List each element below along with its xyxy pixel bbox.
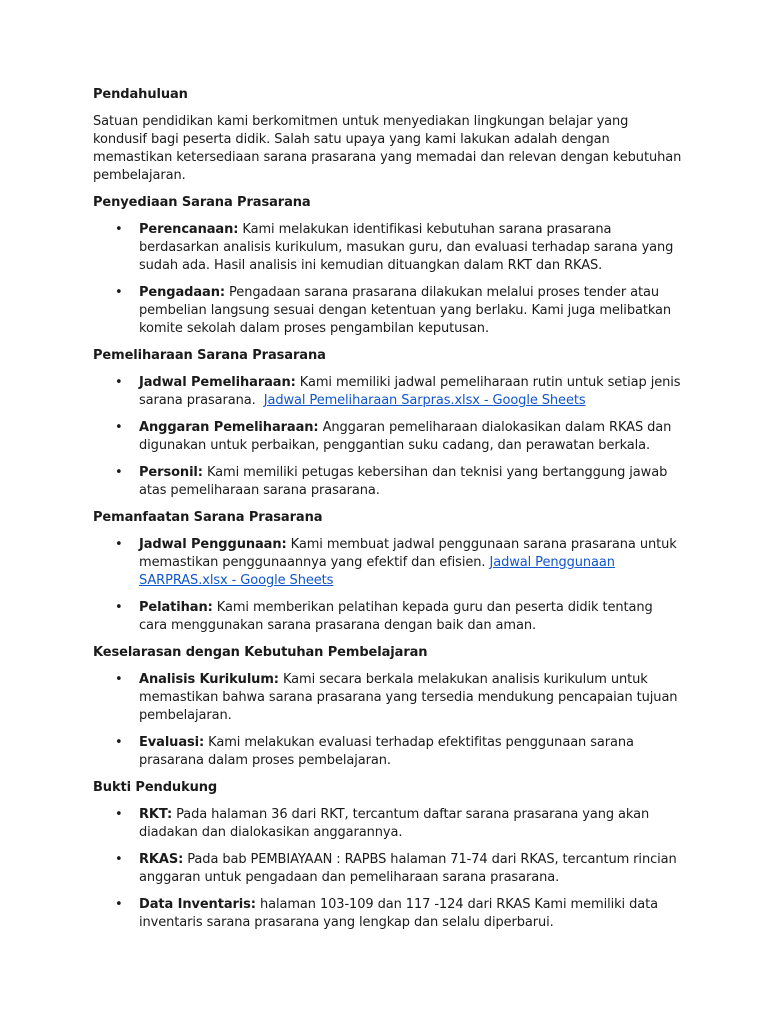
item-text: Kami melakukan evaluasi terhadap efektifitas penggunaan sarana prasarana dalam proses pembelajaran.	[139, 735, 634, 768]
heading-penyediaan: Penyediaan Sarana Prasarana	[93, 195, 311, 210]
heading-bukti-pendukung: Bukti Pendukung	[93, 780, 218, 795]
item-term: Pengadaan:	[139, 285, 225, 300]
item-text: Kami memberikan pelatihan kepada guru dan peserta didik tentang cara menggunakan sarana prasarana dengan baik dan aman.	[139, 600, 653, 633]
item-term: RKT:	[139, 807, 173, 822]
heading-pemeliharaan: Pemeliharaan Sarana Prasarana	[93, 348, 326, 363]
item-term: Evaluasi:	[139, 735, 205, 750]
item-term: Pelatihan:	[139, 600, 213, 615]
heading-pendahuluan: Pendahuluan	[93, 87, 188, 102]
heading-keselarasan: Keselarasan dengan Kebutuhan Pembelajaran	[93, 645, 428, 660]
bullet-icon: •	[115, 897, 123, 912]
heading-pemanfaatan: Pemanfaatan Sarana Prasarana	[93, 510, 323, 525]
item-text: Pada bab PEMBIAYAAN : RAPBS halaman 71-74 dari RKAS, tercantum rincian anggaran untuk pengadaan dan pemeliharaan sarana prasarana.	[139, 852, 677, 885]
item-text: Kami memiliki petugas kebersihan dan teknisi yang bertanggung jawab atas pemeliharaan sarana prasarana.	[139, 465, 668, 498]
list-item-perencanaan	[93, 221, 683, 275]
item-text: Pengadaan sarana prasarana dilakukan melalui proses tender atau pembelian langsung sesuai dengan ketentuan yang berlaku. Kami juga melibatkan komite sekolah dalam proses pengambilan keputusan.	[139, 285, 672, 336]
item-term: Personil:	[139, 465, 203, 480]
bullet-icon: •	[115, 222, 123, 237]
list-item-data-inventaris	[93, 896, 683, 932]
item-term: Data Inventaris:	[139, 897, 256, 912]
item-text: Kami secara berkala melakukan analisis kurikulum untuk memastikan bahwa sarana prasarana yang tersedia mendukung pencapaian tujuan pembelajaran.	[139, 672, 678, 723]
list-penyediaan	[93, 221, 683, 338]
link-jadwal-penggunaan[interactable]: Jadwal Penggunaan SARPRAS.xlsx - Google Sheets	[139, 555, 615, 588]
list-item-jadwal-penggunaan	[93, 536, 683, 590]
item-text: Anggaran pemeliharaan dialokasikan dalam RKAS dan digunakan untuk perbaikan, penggantian suku cadang, dan perawatan berkala.	[139, 420, 672, 453]
list-item-pengadaan	[93, 284, 683, 338]
list-item-rkas	[93, 851, 683, 887]
list-bukti-pendukung	[93, 806, 683, 932]
item-term: Jadwal Penggunaan:	[139, 537, 287, 552]
bullet-icon: •	[115, 537, 123, 552]
list-item-personil	[93, 464, 683, 500]
item-text: Kami membuat jadwal penggunaan sarana prasarana untuk memastikan penggunaannya yang efektif dan efisien.	[139, 537, 677, 570]
bullet-icon: •	[115, 672, 123, 687]
intro-paragraph: Satuan pendidikan kami berkomitmen untuk menyediakan lingkungan belajar yang kondusif bagi peserta didik. Salah satu upaya yang kami lakukan adalah dengan memastikan ketersediaan sarana prasarana yang memadai dan relevan dengan kebutuhan pembelajaran.	[93, 114, 682, 183]
item-text: halaman 103-109 dan 117 -124 dari RKAS Kami memiliki data inventaris sarana prasarana yang lengkap dan selalu diperbarui.	[139, 897, 658, 930]
item-text: Pada halaman 36 dari RKT, tercantum daftar sarana prasarana yang akan diadakan dan dialokasikan anggarannya.	[139, 807, 650, 840]
item-term: RKAS:	[139, 852, 184, 867]
item-text: Kami memiliki jadwal pemeliharaan rutin untuk setiap jenis sarana prasarana.	[139, 375, 681, 408]
bullet-icon: •	[115, 807, 123, 822]
document-page	[93, 86, 683, 941]
bullet-icon: •	[115, 465, 123, 480]
bullet-icon: •	[115, 852, 123, 867]
item-term: Jadwal Pemeliharaan:	[139, 375, 296, 390]
list-item-analisis-kurikulum	[93, 671, 683, 725]
bullet-icon: •	[115, 375, 123, 390]
list-item-rkt	[93, 806, 683, 842]
item-term: Analisis Kurikulum:	[139, 672, 279, 687]
list-keselarasan	[93, 671, 683, 770]
item-term: Perencanaan:	[139, 222, 239, 237]
item-term: Anggaran Pemeliharaan:	[139, 420, 319, 435]
list-item-evaluasi	[93, 734, 683, 770]
bullet-icon: •	[115, 285, 123, 300]
bullet-icon: •	[115, 735, 123, 750]
list-item-jadwal-pemeliharaan	[93, 374, 683, 410]
item-text: Kami melakukan identifikasi kebutuhan sarana prasarana berdasarkan analisis kurikulum, masukan guru, dan evaluasi terhadap sarana yang sudah ada. Hasil analisis ini kemudian dituangkan dalam RKT dan RKAS.	[139, 222, 674, 273]
list-item-anggaran-pemeliharaan	[93, 419, 683, 455]
bullet-icon: •	[115, 600, 123, 615]
list-pemanfaatan	[93, 536, 683, 635]
list-pemeliharaan	[93, 374, 683, 500]
list-item-pelatihan	[93, 599, 683, 635]
link-jadwal-pemeliharaan[interactable]: Jadwal Pemeliharaan Sarpras.xlsx - Google Sheets	[263, 393, 586, 408]
bullet-icon: •	[115, 420, 123, 435]
